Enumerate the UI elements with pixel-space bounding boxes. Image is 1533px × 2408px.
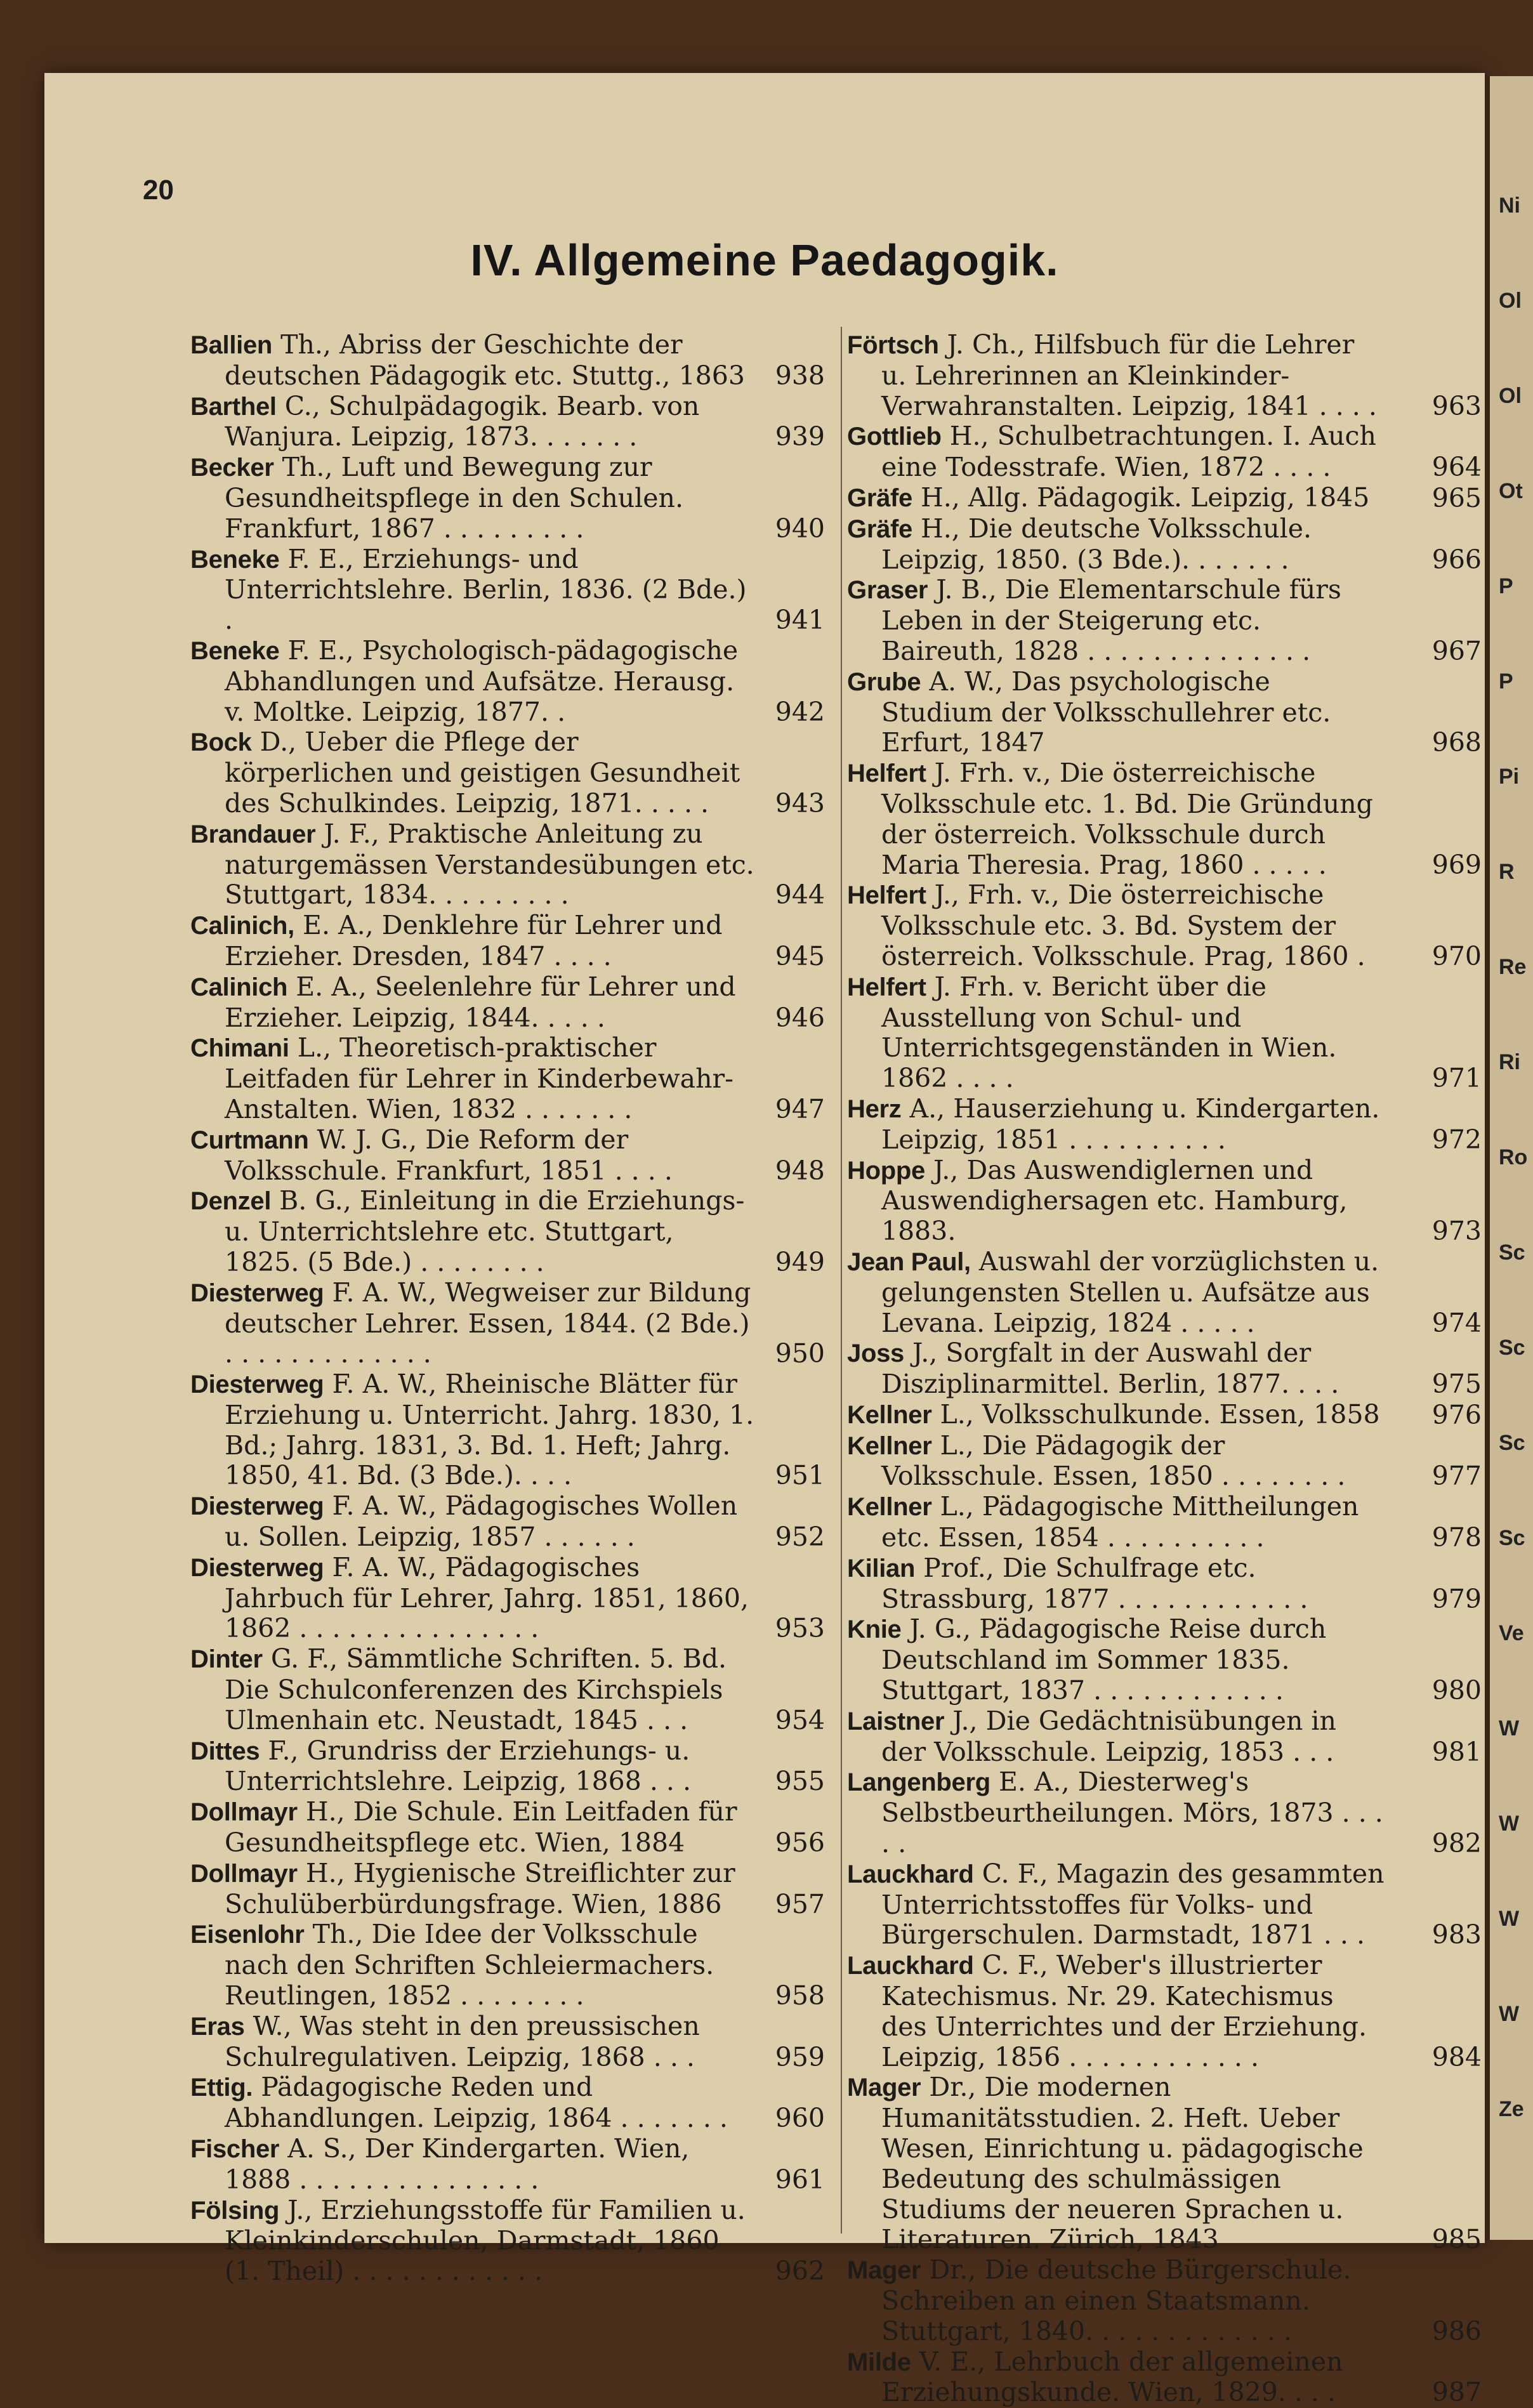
entry-author: Kellner xyxy=(847,1400,932,1429)
entry-text: H., Die Schule. Ein Leitfaden für Gesundheitspflege etc. Wien, 1884 xyxy=(225,1796,737,1859)
entry-number: 948 xyxy=(775,1155,825,1186)
entry-text: B. G., Einleitung in die Erziehungs- u. Unterrichtslehre etc. Stuttgart, 1825. (5 Bde.) . . . . . . . . xyxy=(225,1185,745,1277)
entry-number: 955 xyxy=(775,1766,825,1797)
left-column xyxy=(190,330,825,2287)
entry-body xyxy=(847,1614,1482,1706)
next-page-fragment: Ri xyxy=(1499,1050,1520,1074)
entry-body xyxy=(847,1491,1482,1553)
next-page-fragment: Ni xyxy=(1499,194,1520,218)
entry-body xyxy=(847,2346,1482,2408)
entry-text: F. A. W., Wegweiser zur Bildung deutscher Lehrer. Essen, 1844. (2 Bde.) . . . . . . . . . . . . . xyxy=(225,1277,751,1369)
entry-number: 979 xyxy=(1431,1583,1482,1614)
entry-text: L., Theoretisch-praktischer Leitfaden für Lehrer in Kinderbewahr-Anstalten. Wien, 1832 . . . . . . . xyxy=(225,1032,734,1124)
entry-text: F., Grundriss der Erziehungs- u. Unterrichtslehre. Leipzig, 1868 . . . xyxy=(225,1735,692,1797)
entry-body xyxy=(190,1277,825,1369)
catalog-entry xyxy=(190,2072,825,2134)
next-page-fragment: P xyxy=(1499,669,1513,694)
entry-body xyxy=(190,1919,825,2011)
entry-text: Dr., Die deutsche Bürgerschule. Schreiben an einen Staatsmann. Stuttgart, 1840. . . . . . . . . . . . . xyxy=(881,2254,1352,2346)
next-page-fragment: Ze xyxy=(1499,2097,1524,2121)
entry-body xyxy=(190,1490,825,1553)
entry-author: Kilian xyxy=(847,1554,916,1582)
entry-number: 963 xyxy=(1431,390,1482,421)
entry-author: Curtmann xyxy=(190,1126,309,1154)
entry-author: Knie xyxy=(847,1615,902,1644)
entry-body xyxy=(190,818,825,911)
entry-text: J., Die Gedächtnisübungen in der Volksschule. Leipzig, 1853 . . . xyxy=(881,1705,1336,1767)
catalog-entry xyxy=(847,972,1482,1094)
entry-author: Kellner xyxy=(847,1431,932,1460)
entry-number: 943 xyxy=(775,787,825,819)
entry-text: E. A., Seelenlehre für Lehrer und Erzieher. Leipzig, 1844. . . . . xyxy=(225,971,736,1033)
catalog-entry xyxy=(847,575,1482,666)
entry-text: A., Hauserziehung u. Kindergarten. Leipzig, 1851 . . . . . . . . . . xyxy=(881,1093,1380,1155)
entry-body xyxy=(190,1857,825,1920)
entry-number: 944 xyxy=(775,879,825,911)
catalog-entry xyxy=(847,1859,1482,1951)
catalog-entry xyxy=(190,1033,825,1124)
entry-number: 971 xyxy=(1431,1063,1482,1094)
catalog-entry xyxy=(190,1797,825,1859)
entry-author: Dittes xyxy=(190,1737,260,1765)
entry-number: 969 xyxy=(1431,849,1482,880)
entry-number: 970 xyxy=(1431,940,1482,971)
catalog-entry xyxy=(847,758,1482,880)
entry-author: Langenberg xyxy=(847,1768,990,1797)
entry-text: F. A. W., Pädagogisches Jahrbuch für Lehrer, Jahrg. 1851, 1860, 1862 . . . . . . . . . . . . . . . xyxy=(225,1551,749,1644)
entry-text: Auswahl der vorzüglichsten u. gelungensten Stellen u. Aufsätze aus Levana. Leipzig, 1824 . . . . . xyxy=(881,1246,1379,1338)
entry-number: 977 xyxy=(1431,1461,1482,1492)
entry-author: Graser xyxy=(847,576,928,605)
section-title: IV. Allgemeine Paedagogik. xyxy=(470,235,1059,285)
entry-author: Herz xyxy=(847,1095,902,1123)
catalog-entry xyxy=(847,2347,1482,2408)
entry-number: 960 xyxy=(775,2103,825,2134)
catalog-entry xyxy=(190,819,825,911)
next-page-edge xyxy=(1485,76,1533,2240)
catalog-entry xyxy=(190,636,825,727)
entry-body xyxy=(190,329,825,391)
catalog-entry xyxy=(190,1553,825,1644)
entry-text: H., Die deutsche Volksschule. Leipzig, 1850. (3 Bde.). . . . . . . xyxy=(881,513,1312,575)
catalog-entry xyxy=(190,1859,825,1920)
entry-author: Diesterweg xyxy=(190,1553,324,1582)
next-page-fragment: Sc xyxy=(1499,1526,1525,1550)
entry-text: Prof., Die Schulfrage etc. Strassburg, 1877 . . . . . . . . . . . . xyxy=(881,1552,1308,1614)
next-page-fragment: W xyxy=(1499,1812,1520,1836)
entry-number: 983 xyxy=(1431,1919,1482,1951)
next-page-fragment: Ol xyxy=(1499,384,1522,408)
catalog-entry xyxy=(190,1278,825,1369)
entry-author: Diesterweg xyxy=(190,1371,324,1399)
catalog-page xyxy=(44,73,1485,2408)
entry-text: C. F., Magazin des gesammten Unterrichtsstoffes für Volks- und Bürgerschulen. Darmstadt, 1871 . . . xyxy=(881,1858,1385,1951)
catalog-entry xyxy=(847,514,1482,576)
entry-number: 961 xyxy=(775,2164,825,2195)
entry-author: Diesterweg xyxy=(190,1492,324,1521)
catalog-entry xyxy=(847,880,1482,971)
entry-author: Fischer xyxy=(190,2135,280,2164)
catalog-entry xyxy=(847,1400,1482,1431)
entry-body xyxy=(847,482,1482,514)
entry-number: 973 xyxy=(1431,1216,1482,1247)
entry-number: 986 xyxy=(1431,2315,1482,2346)
entry-body xyxy=(190,1643,825,1735)
entry-author: Chimani xyxy=(190,1034,289,1063)
entry-body xyxy=(847,1705,1482,1768)
entry-author: Beneke xyxy=(190,545,280,574)
entry-body xyxy=(190,2194,825,2287)
entry-body xyxy=(847,879,1482,971)
next-page-fragment: Ro xyxy=(1499,1145,1528,1169)
next-page-fragment: Ot xyxy=(1499,479,1523,503)
entry-body xyxy=(190,1796,825,1859)
entry-body xyxy=(847,2254,1482,2346)
catalog-entry xyxy=(847,1338,1482,1400)
entry-body xyxy=(847,666,1482,758)
entry-number: 957 xyxy=(775,1888,825,1919)
entry-number: 976 xyxy=(1431,1399,1482,1430)
next-page-fragment: W xyxy=(1499,1716,1520,1740)
catalog-entry xyxy=(847,483,1482,514)
entry-text: Th., Abriss der Geschichte der deutschen Pädagogik etc. Stuttg., 1863 xyxy=(225,329,745,391)
entry-text: F. E., Erziehungs- und Unterrichtslehre. Berlin, 1836. (2 Bde.) . xyxy=(225,543,747,636)
catalog-entry xyxy=(847,1431,1482,1492)
catalog-entry xyxy=(190,1186,825,1277)
entry-body xyxy=(190,1551,825,1644)
entry-author: Dollmayr xyxy=(190,1798,298,1827)
entry-number: 953 xyxy=(775,1613,825,1644)
entry-body xyxy=(847,758,1482,880)
entry-author: Hoppe xyxy=(847,1156,925,1185)
entry-body xyxy=(847,971,1482,1094)
entry-author: Jean Paul, xyxy=(847,1247,971,1276)
entry-text: J., Erziehungsstoffe für Familien u. Kleinkinderschulen, Darmstadt, 1860 (1. Theil) . . . . . . . . . . . . xyxy=(225,2194,746,2287)
catalog-entry xyxy=(190,1736,825,1798)
entry-body xyxy=(847,1398,1482,1431)
entry-body xyxy=(847,1552,1482,1615)
entry-author: Mager xyxy=(847,2256,921,2285)
next-page-fragment: Sc xyxy=(1499,1431,1525,1455)
entry-text: W. J. G., Die Reform der Volksschule. Frankfurt, 1851 . . . . xyxy=(225,1124,673,1186)
entry-author: Förtsch xyxy=(847,331,939,359)
next-page-fragment: Sc xyxy=(1499,1336,1525,1360)
entry-author: Lauckhard xyxy=(847,1952,974,1980)
entry-body xyxy=(190,971,825,1034)
catalog-entry xyxy=(847,1155,1482,1247)
entry-body xyxy=(847,513,1482,576)
entry-text: E. A., Denklehre für Lehrer und Erzieher. Dresden, 1847 . . . . xyxy=(225,910,723,971)
entry-author: Helfert xyxy=(847,973,926,1001)
entry-number: 980 xyxy=(1431,1675,1482,1706)
entry-author: Milde xyxy=(847,2348,911,2376)
catalog-entry xyxy=(847,421,1482,483)
entry-author: Grube xyxy=(847,668,921,696)
entry-text: W., Was steht in den preussischen Schulregulativen. Leipzig, 1868 . . . xyxy=(225,2010,700,2072)
entry-body xyxy=(847,329,1482,421)
entry-number: 975 xyxy=(1431,1369,1482,1400)
entry-text: Pädagogische Reden und Abhandlungen. Leipzig, 1864 . . . . . . . xyxy=(225,2072,728,2134)
entry-text: C. F., Weber's illustrierter Katechismus. Nr. 29. Katechismus des Unterrichtes und der Erziehung. Leipzig, 1856 . . . . . . . . . . . . xyxy=(881,1950,1367,2072)
entry-text: J. B., Die Elementarschule fürs Leben in der Steigerung etc. Baireuth, 1828 . . . . . . . . . . . . . . xyxy=(881,574,1341,666)
entry-author: Brandauer xyxy=(190,820,316,848)
entry-body xyxy=(190,1032,825,1124)
next-page-fragment: Pi xyxy=(1499,765,1520,789)
entry-text: J. Ch., Hilfsbuch für die Lehrer u. Lehrerinnen an Kleinkinder-Verwahranstalten. Leipzig, 1841 . . . . xyxy=(881,329,1377,421)
catalog-entry xyxy=(190,2195,825,2287)
catalog-entry xyxy=(847,1247,1482,1338)
entry-text: Dr., Die modernen Humanitätsstudien. 2. Heft. Ueber Wesen, Einrichtung u. pädagogische Bedeutung des schulmässigen Studiums der neueren Sprachen u. Literaturen. Zürich, 1843 xyxy=(881,2072,1364,2255)
entry-text: F. A. W., Pädagogisches Wollen u. Sollen. Leipzig, 1857 . . . . . . xyxy=(225,1490,738,1553)
next-page-fragment: Ve xyxy=(1499,1621,1524,1645)
entry-body xyxy=(847,1093,1482,1155)
entry-body xyxy=(190,910,825,972)
entry-number: 949 xyxy=(775,1246,825,1277)
entry-number: 954 xyxy=(775,1704,825,1735)
entry-number: 941 xyxy=(775,605,825,636)
entry-author: Helfert xyxy=(847,760,926,788)
catalog-entry xyxy=(190,972,825,1034)
catalog-entry xyxy=(847,1614,1482,1706)
entry-body xyxy=(190,1185,825,1277)
entry-number: 981 xyxy=(1431,1736,1482,1767)
entry-author: Lauckhard xyxy=(847,1860,974,1888)
entry-body xyxy=(847,574,1482,666)
entry-author: Kellner xyxy=(847,1493,932,1522)
entry-text: H., Allg. Pädagogik. Leipzig, 1845 xyxy=(912,482,1370,513)
entry-body xyxy=(847,2072,1482,2255)
catalog-entry xyxy=(847,1094,1482,1155)
entry-author: Dinter xyxy=(190,1645,263,1674)
next-page-fragment: Ol xyxy=(1499,289,1522,313)
entry-text: D., Ueber die Pflege der körperlichen und geistigen Gesundheit des Schulkindes. Leipzig, 1871. . . . . xyxy=(225,727,740,819)
entry-body xyxy=(190,1124,825,1187)
entry-author: Barthel xyxy=(190,392,277,421)
entry-author: Gräfe xyxy=(847,484,912,512)
entry-number: 982 xyxy=(1431,1828,1482,1859)
entry-number: 947 xyxy=(775,1093,825,1124)
entry-body xyxy=(847,1950,1482,2072)
entry-number: 940 xyxy=(775,513,825,544)
catalog-entry xyxy=(190,2011,825,2073)
entry-text: C., Schulpädagogik. Bearb. von Wanjura. Leipzig, 1873. . . . . . . xyxy=(225,390,700,452)
entry-body xyxy=(190,2072,825,2134)
entry-text: L., Volksschulkunde. Essen, 1858 xyxy=(931,1398,1380,1430)
entry-number: 952 xyxy=(775,1522,825,1553)
entry-body xyxy=(190,1735,825,1798)
catalog-entry xyxy=(847,2072,1482,2255)
entry-text: J. Frh. v., Die österreichische Volksschule etc. 1. Bd. Die Gründung der österreich. Volksschule durch Maria Theresia. Prag, 1860 . . . . . xyxy=(881,758,1373,880)
entry-number: 985 xyxy=(1431,2224,1482,2255)
entry-text: V. E., Lehrbuch der allgemeinen Erziehungskunde. Wien, 1829. . . . xyxy=(881,2346,1343,2408)
next-page-fragment: P xyxy=(1499,574,1513,598)
catalog-entry xyxy=(190,391,825,453)
entry-text: H., Hygienische Streiflichter zur Schulüberbürdungsfrage. Wien, 1886 xyxy=(225,1857,735,1919)
entry-body xyxy=(190,2010,825,2073)
entry-body xyxy=(847,421,1482,483)
catalog-entry xyxy=(847,1492,1482,1553)
column-divider xyxy=(841,327,842,2234)
entry-number: 939 xyxy=(775,421,825,452)
entry-text: Th., Die Idee der Volksschule nach den Schriften Schleiermachers. Reutlingen, 1852 . . . . . . . . xyxy=(225,1919,714,2011)
catalog-entry xyxy=(847,330,1482,421)
catalog-entry xyxy=(190,1644,825,1735)
next-page-fragment: R xyxy=(1499,860,1515,884)
entry-text: H., Schulbetrachtungen. I. Auch eine Todesstrafe. Wien, 1872 . . . . xyxy=(881,421,1376,483)
entry-text: J., Das Auswendiglernen und Auswendighersagen etc. Hamburg, 1883. xyxy=(881,1154,1348,1247)
entry-body xyxy=(190,543,825,636)
entry-text: L., Pädagogische Mittheilungen etc. Essen, 1854 . . . . . . . . . . xyxy=(881,1491,1359,1553)
catalog-entry xyxy=(190,330,825,391)
entry-author: Mager xyxy=(847,2074,921,2102)
entry-number: 974 xyxy=(1431,1307,1482,1338)
entry-body xyxy=(190,452,825,544)
entry-body xyxy=(847,1338,1482,1400)
entry-author: Eisenlohr xyxy=(190,1921,305,1949)
catalog-entry xyxy=(847,667,1482,758)
catalog-entry xyxy=(847,1706,1482,1768)
entry-author: Helfert xyxy=(847,881,926,910)
entry-author: Becker xyxy=(190,454,274,482)
catalog-entry xyxy=(190,911,825,972)
entry-number: 938 xyxy=(775,360,825,391)
entry-number: 958 xyxy=(775,1980,825,2011)
entry-author: Joss xyxy=(847,1339,904,1368)
next-page-fragment: Sc xyxy=(1499,1240,1525,1265)
entry-author: Bock xyxy=(190,728,252,757)
catalog-entry xyxy=(190,2134,825,2195)
entry-body xyxy=(847,1154,1482,1247)
entry-author: Calinich xyxy=(190,973,288,1001)
entry-text: J., Sorgfalt in der Auswahl der Disziplinarmittel. Berlin, 1877. . . . xyxy=(881,1338,1339,1400)
entry-text: F. E., Psychologisch-pädagogische Abhandlungen und Aufsätze. Herausg. v. Moltke. Leipzig, 1877. . xyxy=(225,635,739,727)
entry-author: Laistner xyxy=(847,1707,945,1735)
catalog-entry xyxy=(847,2255,1482,2346)
entry-body xyxy=(190,1369,825,1491)
catalog-entry xyxy=(190,1369,825,1491)
entry-number: 978 xyxy=(1431,1522,1482,1553)
entry-author: Diesterweg xyxy=(190,1279,324,1307)
entry-text: Th., Luft und Bewegung zur Gesundheitspflege in den Schulen. Frankfurt, 1867 . . . . . . . . . xyxy=(225,452,683,544)
entry-text: A. S., Der Kindergarten. Wien, 1888 . . . . . . . . . . . . . . . xyxy=(225,2133,690,2195)
page-number: 20 xyxy=(143,174,174,206)
entry-author: Gräfe xyxy=(847,515,912,543)
entry-body xyxy=(847,1430,1482,1492)
entry-author: Beneke xyxy=(190,636,280,665)
entry-body xyxy=(190,390,825,453)
next-page-fragment: Re xyxy=(1499,955,1527,979)
entry-body xyxy=(190,727,825,819)
entry-body xyxy=(847,1767,1482,1859)
catalog-entry xyxy=(847,1553,1482,1615)
entry-author: Ballien xyxy=(190,331,273,359)
entry-number: 965 xyxy=(1431,482,1482,513)
entry-number: 956 xyxy=(775,1827,825,1859)
entry-text: L., Die Pädagogik der Volksschule. Essen, 1850 . . . . . . . . xyxy=(881,1430,1346,1492)
entry-author: Eras xyxy=(190,2012,245,2041)
entry-author: Calinich, xyxy=(190,912,294,940)
catalog-entry xyxy=(847,1951,1482,2072)
right-column xyxy=(847,330,1482,2408)
entry-text: J., Frh. v., Die österreichische Volksschule etc. 3. Bd. System der österreich. Volksschule. Prag, 1860 . xyxy=(881,879,1365,971)
entry-number: 966 xyxy=(1431,544,1482,575)
entry-body xyxy=(190,635,825,727)
catalog-entry xyxy=(190,1919,825,2011)
entry-author: Gottlieb xyxy=(847,423,942,451)
entry-number: 967 xyxy=(1431,635,1482,666)
entry-author: Fölsing xyxy=(190,2196,280,2225)
entry-body xyxy=(847,1246,1482,1338)
entry-number: 959 xyxy=(775,2041,825,2072)
entry-number: 950 xyxy=(775,1338,825,1369)
entry-text: F. A. W., Rheinische Blätter für Erziehung u. Unterricht. Jahrg. 1830, 1. Bd.; Jahrg. 1831, 3. Bd. 1. Heft; Jahrg. 1850, 41. Bd. (3 Bde.). . . . xyxy=(225,1369,754,1491)
entry-number: 945 xyxy=(775,940,825,971)
entry-text: G. F., Sämmtliche Schriften. 5. Bd. Die Schulconferenzen des Kirchspiels Ulmenhain etc. Neustadt, 1845 . . . xyxy=(225,1643,727,1735)
catalog-entry xyxy=(190,544,825,636)
entry-text: E. A., Diesterweg's Selbstbeurtheilungen. Mörs, 1873 . . . . . xyxy=(881,1767,1383,1859)
catalog-entry xyxy=(847,1767,1482,1859)
entry-number: 964 xyxy=(1431,452,1482,483)
entry-number: 962 xyxy=(775,2256,825,2287)
entry-number: 984 xyxy=(1431,2041,1482,2072)
entry-number: 951 xyxy=(775,1460,825,1491)
entry-body xyxy=(190,2133,825,2195)
entry-text: J. Frh. v. Bericht über die Ausstellung von Schul- und Unterrichtsgegenständen in Wien. 1862 . . . . xyxy=(881,971,1337,1094)
entry-author: Denzel xyxy=(190,1187,272,1216)
catalog-entry xyxy=(190,452,825,544)
entry-number: 972 xyxy=(1431,1124,1482,1155)
entry-number: 987 xyxy=(1431,2377,1482,2408)
entry-author: Ettig. xyxy=(190,2074,253,2102)
next-page-fragment: W xyxy=(1499,2002,1520,2026)
catalog-entry xyxy=(190,1125,825,1187)
entry-number: 968 xyxy=(1431,727,1482,758)
entry-text: J. G., Pädagogische Reise durch Deutschland im Sommer 1835. Stuttgart, 1837 . . . . . . . . . . . . xyxy=(881,1614,1327,1706)
entry-body xyxy=(847,1858,1482,1951)
entry-number: 946 xyxy=(775,1002,825,1033)
entry-text: A. W., Das psychologische Studium der Volksschullehrer etc. Erfurt, 1847 xyxy=(881,666,1331,758)
entry-text: J. F., Praktische Anleitung zu naturgemässen Verstandesübungen etc. Stuttgart, 1834. . . . . . . . . xyxy=(225,818,754,911)
catalog-entry xyxy=(190,1491,825,1553)
next-page-fragment: W xyxy=(1499,1907,1520,1931)
entry-number: 942 xyxy=(775,696,825,727)
catalog-entry xyxy=(190,727,825,819)
entry-author: Dollmayr xyxy=(190,1859,298,1888)
